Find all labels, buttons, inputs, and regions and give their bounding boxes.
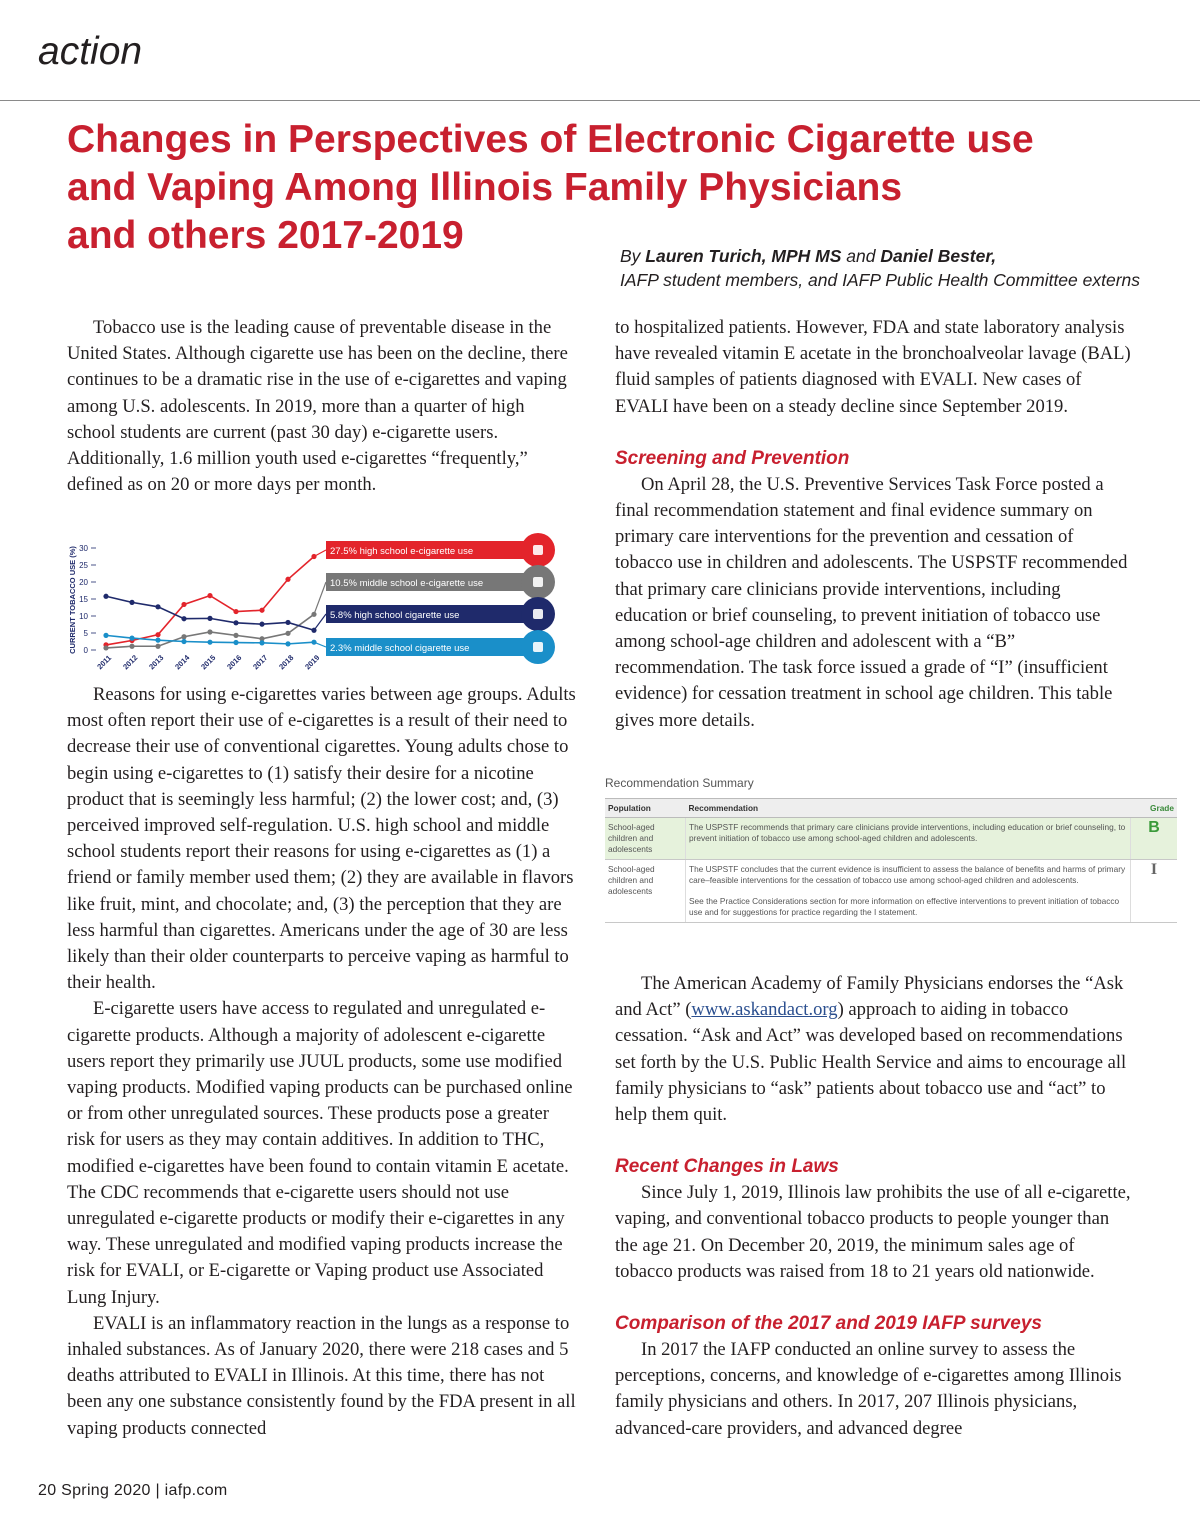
data-point [155, 604, 160, 609]
right-column-bottom [615, 971, 1135, 1442]
rec-row1-grade: B [1131, 818, 1178, 860]
series-callout-label: 27.5% high school e-cigarette use [330, 546, 474, 557]
callout-connector [314, 642, 326, 647]
rec-header-grade: Grade [1131, 799, 1178, 818]
byline-affiliation: IAFP student members, and IAFP Public Health Committee externs [620, 270, 1141, 290]
x-tick-label: 2014 [173, 653, 192, 672]
rec-header-recommendation: Recommendation [686, 799, 1131, 818]
table-row [605, 860, 1177, 923]
data-point [259, 640, 264, 645]
device-icon [533, 577, 543, 587]
table-row [605, 818, 1177, 860]
data-point [207, 629, 212, 634]
y-tick-label: 0 [83, 646, 88, 655]
left-paragraph-1: Tobacco use is the leading cause of preventable disease in the United States. Although cigarette use has been on the decline, there continues to be a dramatic rise in the use of e-cigarettes and vaping among U.S. adolescents. In 2019, more than a quarter of high school students are current (past 30 day) e-cigarette users. Additionally, 1.6 million youth used e-cigarettes “frequently,” defined as on 20 or more days per month. [67, 317, 568, 496]
ask-act-post: ) approach to aiding in tobacco cessation. “Ask and Act” was developed based on recommendations set forth by the U.S. Public Health Service and aims to encourage all family physicians to “ask” patients about tobacco use and “act” to help them quit. [615, 999, 1127, 1126]
section-tag: action [38, 30, 143, 73]
y-tick-label: 30 [79, 544, 88, 553]
data-point [129, 600, 134, 605]
recommendation-summary [605, 776, 1177, 923]
left-column-bottom [67, 682, 579, 1442]
byline-author-1: Lauren Turich, MPH MS [645, 246, 842, 266]
data-point [311, 612, 316, 617]
device-icon [533, 609, 543, 619]
data-point [181, 639, 186, 644]
x-tick-label: 2019 [303, 653, 322, 672]
x-tick-label: 2016 [225, 653, 244, 672]
data-point [259, 608, 264, 613]
right-paragraph-2: On April 28, the U.S. Preventive Services Task Force posted a final recommendation statement and final evidence summary on primary care interventions for the prevention and cessation of tobacco use in children and adolescents. The USPSTF recommended that primary care clinicians provide interventions, including education or brief counseling, to prevent initiation of tobacco use among school-age children and adolescent with a “B” recommendation. The task force issued a grade of “I” (insufficient evidence) for cessation treatment in school age children. This table gives more details. [615, 473, 1128, 731]
headline-line-1: Changes in Perspectives of Electronic Cigarette use [67, 118, 1034, 161]
data-point [285, 620, 290, 625]
rec-row2-cell [686, 860, 1131, 923]
headline-line-3: and others 2017-2019 [67, 214, 464, 257]
callout-connector [314, 614, 326, 630]
device-icon [533, 642, 543, 652]
right-paragraph-5: In 2017 the IAFP conducted an online survey to assess the perceptions, concerns, and knowledge of e-cigarettes among Illinois family physicians and others. In 2017, 207 Illinois physicians, advanced-care providers, and advanced degree [615, 1339, 1122, 1439]
heading-recent-changes: Recent Changes in Laws [615, 1156, 839, 1178]
data-point [155, 638, 160, 643]
y-tick-label: 25 [79, 561, 88, 570]
data-point [285, 577, 290, 582]
heading-screening: Screening and Prevention [615, 447, 850, 469]
rec-row2-recommendation: The USPSTF concludes that the current evidence is insufficient to assess the balance of benefits and harms of primary care–feasible interventions for the cessation of tobacco use among school-aged children and adolescents. [689, 864, 1126, 885]
right-paragraph-3 [615, 971, 1135, 1128]
y-tick-label: 5 [83, 629, 88, 638]
data-point [181, 616, 186, 621]
data-point [155, 632, 160, 637]
device-icon [533, 545, 543, 555]
series-callout-label: 2.3% middle school cigarette use [330, 643, 470, 654]
data-point [233, 640, 238, 645]
x-tick-label: 2013 [147, 653, 166, 672]
data-point [207, 640, 212, 645]
data-point [155, 644, 160, 649]
askandact-link[interactable]: www.askandact.org [691, 999, 838, 1021]
y-tick-label: 10 [79, 612, 88, 621]
y-axis-label: CURRENT TOBACCO USE (%) [68, 546, 77, 654]
data-point [129, 636, 134, 641]
rec-table [605, 798, 1177, 923]
right-paragraph-1: to hospitalized patients. However, FDA and state laboratory analysis have revealed vitamin E acetate in the bronchoalveolar lavage (BAL) fluid samples of patients diagnosed with EVALI. New cases of EVALI have been on a steady decline since September 2019. [615, 317, 1131, 417]
data-point [103, 645, 108, 650]
callout-connector [314, 582, 326, 614]
article-headline [67, 116, 1167, 260]
left-paragraph-2: Reasons for using e-cigarettes varies between age groups. Adults most often report their use of e-cigarettes is a result of their need to decrease their use of conventional cigarettes. Young adults chose to begin using e-cigarettes to (1) satisfy their desire for a nicotine product that is seemingly less harmful; (2) the lower cost; and, (3) perceived improved self-regulation. U.S. high school and middle school students report their reasons for using e-cigarettes as (1) a friend or family member used them; (2) they are available in flavors like fruit, mint, and chocolate; and, (3) the perception that they are less harmful than cigarettes. Americans under the age of 30 are less likely than their older counterparts to perceive vaping as harmful to their health. [67, 684, 576, 994]
byline [620, 244, 1190, 292]
data-point [233, 633, 238, 638]
x-tick-label: 2018 [277, 653, 296, 672]
x-tick-label: 2017 [251, 653, 270, 672]
left-paragraph-3: E-cigarette users have access to regulated and unregulated e-cigarette products. Although a majority of adolescent e-cigarette users report they primarily use JUUL products, some use modified vaping products. Modified vaping products can be purchased online or from other unregulated sources. These products pose a greater risk for users as they may contain additives. In addition to THC, modified e-cigarettes have been found to contain vitamin E acetate. The CDC recommends that e-cigarette users should not use unregulated e-cigarette products or modify their e-cigarettes in any way. These unregulated and modified vaping products increase the risk for EVALI, or E-cigarette or Vaping product use Associated Lung Injury. [67, 998, 573, 1308]
byline-conj: and [841, 246, 881, 266]
y-tick-label: 15 [79, 595, 88, 604]
rec-row2-population: School-aged children and adolescents [605, 860, 686, 923]
rec-row2-note: See the Practice Considerations section for more information on effective interventions to prevent initiation of tobacco use and for suggestions for practice regarding the I statement. [689, 896, 1120, 917]
left-paragraph-4: EVALI is an inflammatory reaction in the lungs as a response to inhaled substances. As of January 2020, there were 218 cases and 5 deaths attributed to EVALI in Illinois. At this time, there has not been any one substance consistently found by the FDA present in all vaping products connected [67, 1312, 576, 1439]
rec-row2-grade: I [1131, 860, 1178, 923]
series-callout-label: 5.8% high school cigarette use [330, 610, 460, 621]
header-rule [0, 100, 1200, 101]
x-tick-label: 2015 [199, 653, 218, 672]
data-point [181, 602, 186, 607]
data-point [103, 633, 108, 638]
ask-act-pre: The American Academy of Family Physicians endorses the “Ask and Act” ( [615, 973, 1124, 1021]
byline-author-2: Daniel Bester, [880, 246, 997, 266]
callout-connector [314, 550, 326, 557]
rec-row1-population: School-aged children and adolescents [605, 818, 686, 860]
heading-comparison: Comparison of the 2017 and 2019 IAFP surveys [615, 1313, 1042, 1335]
data-point [233, 620, 238, 625]
x-tick-label: 2011 [95, 653, 114, 672]
data-point [181, 634, 186, 639]
x-tick-label: 2012 [121, 653, 140, 672]
data-point [233, 609, 238, 614]
data-point [259, 622, 264, 627]
series-line [106, 596, 314, 630]
data-point [285, 641, 290, 646]
right-column-top [615, 315, 1135, 734]
right-paragraph-4: Since July 1, 2019, Illinois law prohibits the use of all e-cigarette, vaping, and conventional tobacco products to people younger than the age 21. On December 20, 2019, the minimum sales age of tobacco products was raised from 18 to 21 years old nationwide. [615, 1182, 1131, 1282]
rec-header-population: Population [605, 799, 686, 818]
headline-line-2: and Vaping Among Illinois Family Physicians [67, 166, 903, 209]
tobacco-use-line-chart [64, 530, 576, 680]
rec-row1-recommendation: The USPSTF recommends that primary care clinicians provide interventions, including education or brief counseling, to prevent initiation of tobacco use among school-aged children and adolescents. [686, 818, 1131, 860]
data-point [207, 616, 212, 621]
data-point [103, 594, 108, 599]
left-column-top [67, 315, 572, 498]
data-point [285, 631, 290, 636]
data-point [129, 644, 134, 649]
page-footer: 20 Spring 2020 | iafp.com [38, 1482, 228, 1499]
rec-summary-title: Recommendation Summary [605, 776, 754, 790]
y-tick-label: 20 [79, 578, 88, 587]
data-point [207, 593, 212, 598]
byline-prefix: By [620, 246, 646, 266]
series-callout-label: 10.5% middle school e-cigarette use [330, 578, 484, 589]
